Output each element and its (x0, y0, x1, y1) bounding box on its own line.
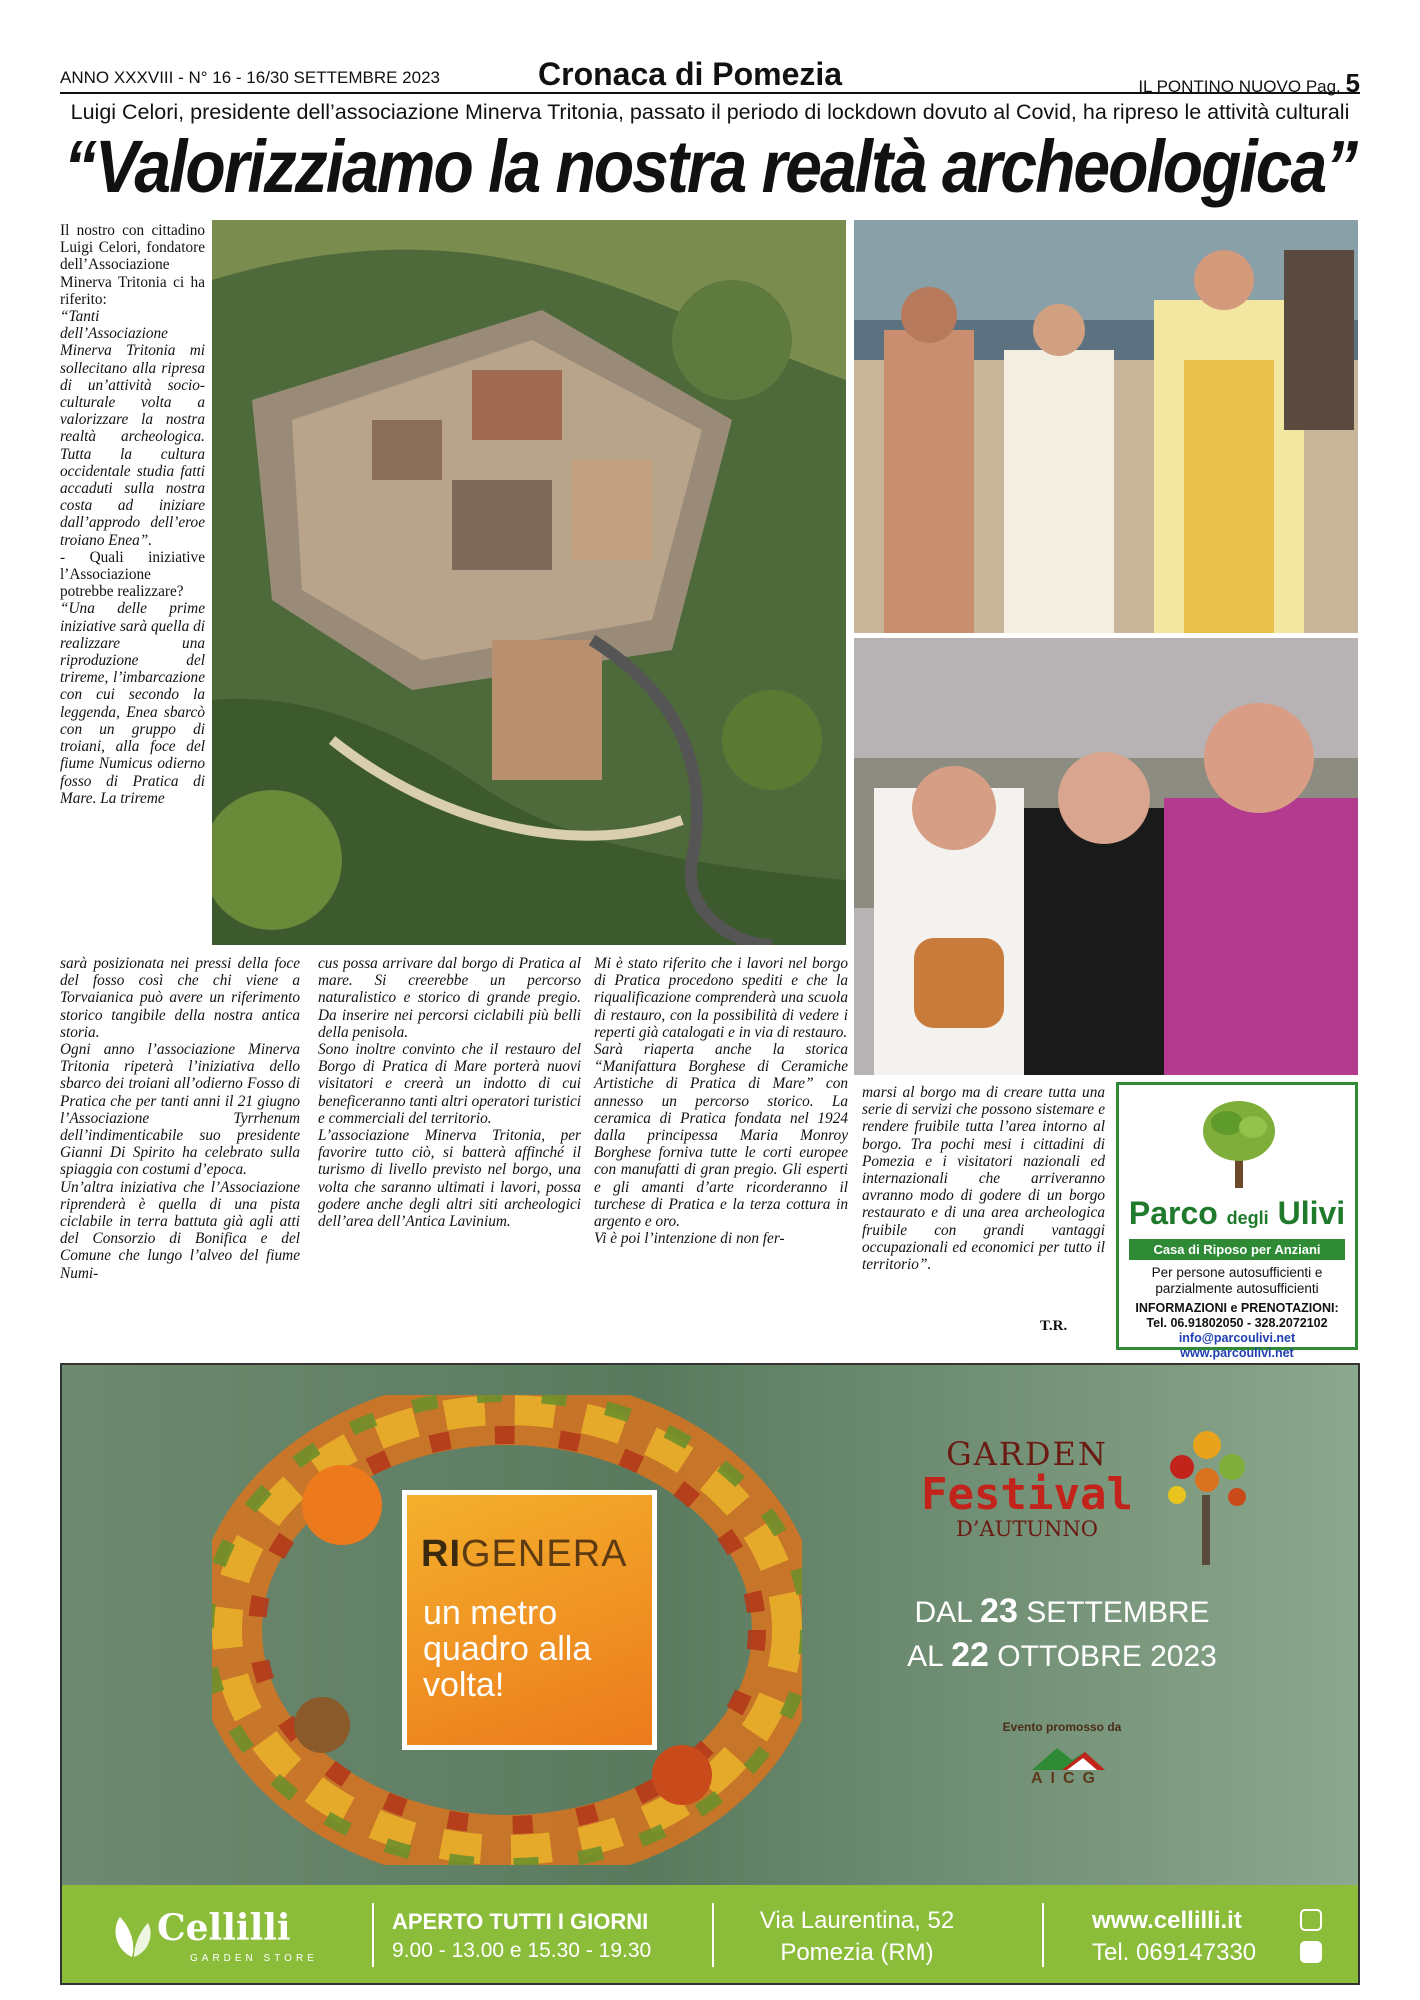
divider (712, 1903, 714, 1967)
paragraph: Mi è stato riferito che i lavori nel borgo di Pratica procedono spediti e che la riqualificazione comprenderà una scuola di restauro, con la possibilità di vedere i reperti già catalogati e in via di restauro. (594, 955, 848, 1041)
leaf-logo-icon (110, 1913, 154, 1959)
cellilli-website-link[interactable]: www.cellilli.it (1092, 1907, 1242, 1934)
parco-description: Per persone autosufficienti e parzialmente autosufficienti (1151, 1265, 1323, 1296)
info-label: INFORMAZIONI e PRENOTAZIONI: (1135, 1301, 1339, 1315)
paragraph: sarà posizionata nei pressi della foce del fosso così che chi viene a Torvaianica può avere un riferimento storico tangibile della nostra antica storia. (60, 955, 300, 1041)
facebook-icon[interactable] (1300, 1941, 1322, 1963)
cellilli-contact-strip (62, 1885, 1360, 1985)
cellilli-logo: Cellilli (157, 1907, 291, 1949)
section-title: Cronaca di Pomezia (538, 56, 843, 92)
cellilli-phone[interactable]: Tel. 069147330 (1092, 1939, 1257, 1966)
article-column-1a (60, 222, 205, 807)
article-headline: “Valorizziamo la nostra realtà archeologica” (63, 124, 1357, 208)
opening-hours: 9.00 - 13.00 e 15.30 - 19.30 (392, 1939, 652, 1962)
parco-contacts (1123, 1301, 1351, 1361)
paragraph: - Quali iniziative l’Associazione potrebbe realizzare? (60, 548, 205, 601)
paragraph: Sono inoltre convinto che il restauro del Borgo di Pratica di Mare porterà nuovi visitatori e creerà un indotto di cui beneficeranno tanti altri operatori turistici e commerciali del territorio. (318, 1041, 581, 1127)
garden-festival-title: GARDEN Festival D’AUTUNNO (921, 1435, 1133, 1541)
article-column-2 (318, 955, 581, 1230)
parco-subtitle: Casa di Riposo per Anziani (1129, 1239, 1345, 1260)
paragraph: Il nostro con cittadino Luigi Celori, fondatore dell’Associazione Minerva Tritonia ci ha riferito: (60, 222, 205, 308)
paragraph: “Tanti dell’Associazione Minerva Tritonia mi sollecitano alla ripresa di un’attività socio-culturale volta a valorizzare la nostra realtà archeologica. Tutta la cultura occidentale studia fatti accaduti sulla nostra costa ad iniziare dall’approdo dell’eroe troiano Enea”. (60, 308, 205, 549)
colorful-tree-icon (1162, 1425, 1252, 1565)
address-city: Pomezia (RM) (780, 1939, 934, 1966)
article-kicker: Luigi Celori, presidente dell’associazione Minerva Tritonia, passato il periodo di lockdown dovuto al Covid, ha ripreso le attività culturali (70, 100, 1350, 124)
paragraph: Vi è poi l’intenzione di non fer- (594, 1230, 785, 1248)
date-end: AL 22 OTTOBRE 2023 (907, 1636, 1217, 1674)
article-column-1b (60, 955, 300, 1282)
cellilli-subtitle: GARDEN STORE (190, 1953, 318, 1964)
rigenera-title: RIGENERA (421, 1533, 628, 1575)
beach-reenactment-photo (854, 220, 1358, 633)
article-column-4 (862, 1084, 1105, 1273)
masthead (60, 56, 1360, 98)
page-info (1138, 68, 1360, 99)
paragraph: L’associazione Minerva Tritonia, per favorire tutto ciò, si batterà affinché il turismo di livello previsto nel borgo, una volta che saranno ultimati i lavori, possa godere anche degli altri siti archeologici dell’area dell’Antica Lavinium. (318, 1127, 581, 1231)
paragraph: “Una delle prime iniziative sarà quella di realizzare una riproduzione del trireme, l’imbarcazione con cui secondo la leggenda, Enea sbarcò con un gruppo di troiani, alla foce del fiume Numicus odierno fosso di Pratica di Mare. La trireme (60, 600, 205, 807)
paragraph: Un’altra iniziativa che l’Associazione riprenderà è quella di una pista ciclabile in terra battuta già agli atti del Consorzio di Bonifica e del Comune che lungo l’alveo del fiume Numi- (60, 1178, 300, 1282)
divider (1042, 1903, 1044, 1967)
instagram-icon[interactable] (1300, 1909, 1322, 1931)
aerial-photo-borgo (212, 220, 846, 945)
paragraph: marsi al borgo ma di creare tutta una serie di servizi che possono sistemare e rendere fruibile tutta l’area intorno al borgo. Tra pochi mesi i cittadini di Pomezia e i visitatori nazionali ed internazionali che arriveranno avranno modo di godere di un borgo restaurato e di una area archeologica fruibile con grandi vantaggi occupazionali ed economici per tutto il territorio”. (862, 1084, 1105, 1274)
olive-tree-icon (1199, 1093, 1279, 1193)
paragraph: Sarà riaperta anche la storica “Manifattura Borghese di Ceramiche Artistiche di Pratica di Mare” con annesso un percorso storico. La ceramica di Pratica fondata nel 1924 dalla principessa Maria Monroy Borghese forniva tutte le corti europee con manufatti di gran pregio. Gli esperti e gli amanti d’arte ricorderanno il turchese di Pratica e la terza cottura in argento e oro. (594, 1041, 848, 1231)
website-link[interactable]: www.parcoulivi.net (1180, 1346, 1294, 1360)
divider (372, 1903, 374, 1967)
address-street: Via Laurentina, 52 (759, 1907, 955, 1934)
issue-info: ANNO XXXVIII - N° 16 - 16/30 SETTEMBRE 2023 (60, 68, 440, 87)
opening-title: APERTO TUTTI I GIORNI (392, 1909, 649, 1934)
parco-title: Parco degli Ulivi (1128, 1195, 1346, 1231)
parco-ulivi-ad[interactable] (1116, 1082, 1358, 1360)
promoted-by: Evento promosso da (1002, 1720, 1122, 1734)
ad-background (62, 1365, 1360, 1885)
aicg-name: AICG (1031, 1770, 1103, 1787)
aicg-logo-icon (1027, 1740, 1107, 1772)
cellilli-garden-ad[interactable] (60, 1363, 1360, 1985)
email-link[interactable]: info@parcoulivi.net (1178, 1331, 1296, 1345)
phone-numbers: Tel. 06.91802050 - 328.2072102 (1146, 1316, 1328, 1330)
people-laurel-photo (854, 638, 1358, 1075)
date-start: DAL 23 SETTEMBRE (914, 1592, 1210, 1630)
rigenera-box (402, 1490, 657, 1750)
festival-dates (852, 1590, 1272, 1678)
rigenera-slogan: un metro quadro alla volta! (423, 1594, 592, 1704)
paragraph: cus possa arrivare dal borgo di Pratica al mare. Si creerebbe un percorso naturalistico e storico di grande pregio. Da inserire nei percorsi ciclabili più belli della penisola. (318, 955, 581, 1041)
paragraph: Ogni anno l’associazione Minerva Tritonia ripeterà l’iniziativa dello sbarco dei troiani all’odierno Fosso di Pratica che per tanti anni il 21 giugno l’Associazione Tyrrhenum dell’indimenticabile suo presidente Gianni Di Spirito ha celebrato sulla spiaggia con costumi d’epoca. (60, 1041, 300, 1179)
article-byline: T.R. (1040, 1318, 1068, 1334)
paper-name: IL PONTINO NUOVO Pag. (1138, 77, 1341, 96)
page-number: 5 (1345, 68, 1360, 98)
article-column-3 (594, 955, 848, 1247)
